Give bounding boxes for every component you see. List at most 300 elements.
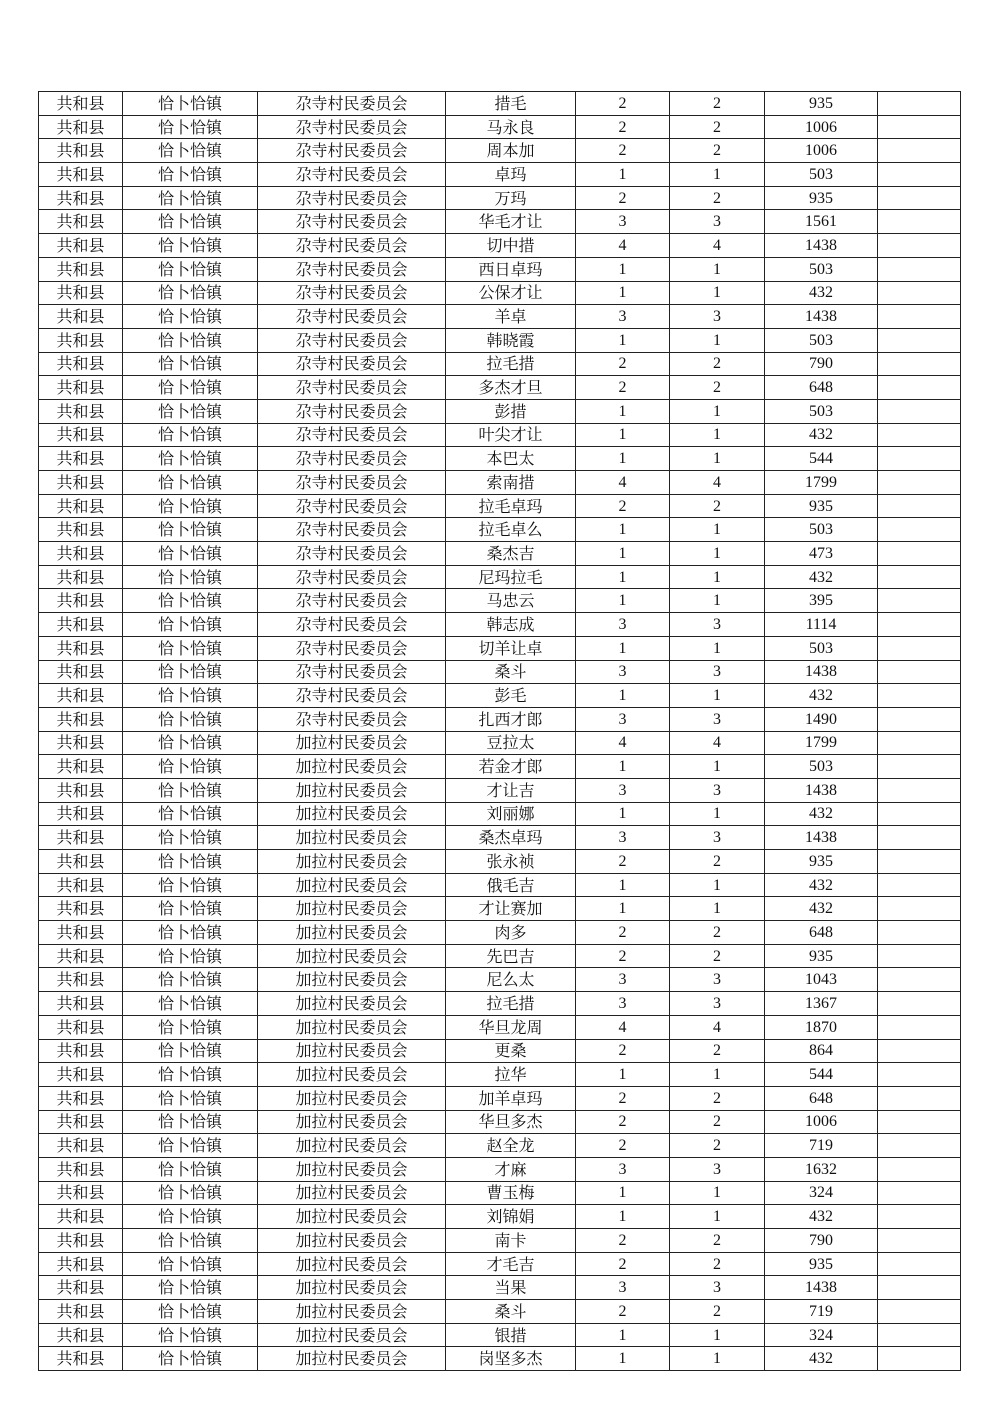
village-committee-cell: 加拉村民委员会 [258, 850, 446, 874]
town-cell: 恰卜恰镇 [123, 447, 258, 471]
remark-cell [878, 257, 961, 281]
remark-cell [878, 707, 961, 731]
town-cell: 恰卜恰镇 [123, 163, 258, 187]
county-cell: 共和县 [39, 423, 123, 447]
remark-cell [878, 660, 961, 684]
count-a-cell: 1 [576, 281, 670, 305]
count-b-cell: 3 [670, 305, 765, 329]
remark-cell [878, 826, 961, 850]
count-b-cell: 3 [670, 210, 765, 234]
county-cell: 共和县 [39, 1134, 123, 1158]
town-cell: 恰卜恰镇 [123, 897, 258, 921]
count-a-cell: 2 [576, 850, 670, 874]
town-cell: 恰卜恰镇 [123, 565, 258, 589]
count-b-cell: 1 [670, 1323, 765, 1347]
town-cell: 恰卜恰镇 [123, 186, 258, 210]
village-committee-cell: 尕寺村民委员会 [258, 399, 446, 423]
remark-cell [878, 684, 961, 708]
amount-cell: 648 [765, 1086, 878, 1110]
county-cell: 共和县 [39, 1181, 123, 1205]
county-cell: 共和县 [39, 399, 123, 423]
amount-cell: 864 [765, 1039, 878, 1063]
name-cell: 拉华 [446, 1063, 576, 1087]
count-b-cell: 2 [670, 376, 765, 400]
remark-cell [878, 1276, 961, 1300]
count-b-cell: 2 [670, 1134, 765, 1158]
county-cell: 共和县 [39, 1157, 123, 1181]
county-cell: 共和县 [39, 921, 123, 945]
table-row [39, 352, 961, 376]
table-row [39, 1110, 961, 1134]
name-cell: 桑斗 [446, 1300, 576, 1324]
count-a-cell: 1 [576, 328, 670, 352]
town-cell: 恰卜恰镇 [123, 944, 258, 968]
count-a-cell: 1 [576, 1181, 670, 1205]
village-committee-cell: 尕寺村民委员会 [258, 518, 446, 542]
count-a-cell: 1 [576, 399, 670, 423]
amount-cell: 1799 [765, 731, 878, 755]
amount-cell: 1870 [765, 1015, 878, 1039]
table-row [39, 1039, 961, 1063]
amount-cell: 1438 [765, 305, 878, 329]
count-a-cell: 2 [576, 1086, 670, 1110]
name-cell: 马永良 [446, 115, 576, 139]
count-a-cell: 2 [576, 944, 670, 968]
count-b-cell: 1 [670, 447, 765, 471]
table-row [39, 1276, 961, 1300]
table-row [39, 163, 961, 187]
table-row [39, 1063, 961, 1087]
count-b-cell: 2 [670, 1039, 765, 1063]
town-cell: 恰卜恰镇 [123, 1252, 258, 1276]
village-committee-cell: 加拉村民委员会 [258, 731, 446, 755]
name-cell: 韩晓霞 [446, 328, 576, 352]
count-b-cell: 1 [670, 755, 765, 779]
table-row [39, 684, 961, 708]
count-b-cell: 2 [670, 921, 765, 945]
amount-cell: 1114 [765, 613, 878, 637]
county-cell: 共和县 [39, 565, 123, 589]
table-row [39, 139, 961, 163]
count-a-cell: 1 [576, 589, 670, 613]
village-committee-cell: 尕寺村民委员会 [258, 186, 446, 210]
amount-cell: 324 [765, 1181, 878, 1205]
village-committee-cell: 尕寺村民委员会 [258, 447, 446, 471]
county-cell: 共和县 [39, 613, 123, 637]
count-b-cell: 3 [670, 660, 765, 684]
town-cell: 恰卜恰镇 [123, 921, 258, 945]
town-cell: 恰卜恰镇 [123, 1039, 258, 1063]
count-a-cell: 3 [576, 968, 670, 992]
table-row [39, 494, 961, 518]
table-row [39, 1300, 961, 1324]
remark-cell [878, 992, 961, 1016]
name-cell: 若金才郎 [446, 755, 576, 779]
count-a-cell: 2 [576, 92, 670, 116]
count-a-cell: 1 [576, 1323, 670, 1347]
count-a-cell: 3 [576, 305, 670, 329]
town-cell: 恰卜恰镇 [123, 826, 258, 850]
town-cell: 恰卜恰镇 [123, 850, 258, 874]
village-committee-cell: 加拉村民委员会 [258, 873, 446, 897]
amount-cell: 1490 [765, 707, 878, 731]
amount-cell: 432 [765, 1347, 878, 1371]
village-committee-cell: 加拉村民委员会 [258, 1039, 446, 1063]
count-a-cell: 1 [576, 163, 670, 187]
table-row [39, 826, 961, 850]
table-row [39, 115, 961, 139]
amount-cell: 544 [765, 447, 878, 471]
name-cell: 张永祯 [446, 850, 576, 874]
town-cell: 恰卜恰镇 [123, 1229, 258, 1253]
remark-cell [878, 1086, 961, 1110]
count-b-cell: 2 [670, 186, 765, 210]
county-cell: 共和县 [39, 1039, 123, 1063]
table-row [39, 376, 961, 400]
town-cell: 恰卜恰镇 [123, 1205, 258, 1229]
count-b-cell: 3 [670, 968, 765, 992]
count-b-cell: 1 [670, 1063, 765, 1087]
amount-cell: 1438 [765, 778, 878, 802]
table-body [39, 92, 961, 1371]
village-committee-cell: 尕寺村民委员会 [258, 257, 446, 281]
village-committee-cell: 尕寺村民委员会 [258, 542, 446, 566]
town-cell: 恰卜恰镇 [123, 1181, 258, 1205]
name-cell: 才毛吉 [446, 1252, 576, 1276]
town-cell: 恰卜恰镇 [123, 731, 258, 755]
count-b-cell: 2 [670, 494, 765, 518]
table-row [39, 1323, 961, 1347]
count-a-cell: 4 [576, 471, 670, 495]
town-cell: 恰卜恰镇 [123, 778, 258, 802]
remark-cell [878, 494, 961, 518]
amount-cell: 1006 [765, 115, 878, 139]
amount-cell: 503 [765, 257, 878, 281]
table-row [39, 897, 961, 921]
remark-cell [878, 1252, 961, 1276]
village-committee-cell: 加拉村民委员会 [258, 1157, 446, 1181]
village-committee-cell: 尕寺村民委员会 [258, 636, 446, 660]
town-cell: 恰卜恰镇 [123, 328, 258, 352]
count-a-cell: 1 [576, 423, 670, 447]
count-b-cell: 3 [670, 992, 765, 1016]
county-cell: 共和县 [39, 755, 123, 779]
count-a-cell: 2 [576, 115, 670, 139]
count-b-cell: 2 [670, 1252, 765, 1276]
village-committee-cell: 尕寺村民委员会 [258, 305, 446, 329]
name-cell: 周本加 [446, 139, 576, 163]
county-cell: 共和县 [39, 376, 123, 400]
table-row [39, 210, 961, 234]
village-committee-cell: 加拉村民委员会 [258, 1063, 446, 1087]
county-cell: 共和县 [39, 731, 123, 755]
count-a-cell: 1 [576, 755, 670, 779]
remark-cell [878, 447, 961, 471]
table-row [39, 399, 961, 423]
amount-cell: 432 [765, 802, 878, 826]
name-cell: 桑斗 [446, 660, 576, 684]
amount-cell: 432 [765, 684, 878, 708]
village-committee-cell: 加拉村民委员会 [258, 1086, 446, 1110]
count-b-cell: 1 [670, 802, 765, 826]
count-b-cell: 1 [670, 163, 765, 187]
remark-cell [878, 163, 961, 187]
count-a-cell: 1 [576, 542, 670, 566]
count-b-cell: 2 [670, 850, 765, 874]
remark-cell [878, 234, 961, 258]
count-b-cell: 1 [670, 542, 765, 566]
village-committee-cell: 尕寺村民委员会 [258, 660, 446, 684]
county-cell: 共和县 [39, 636, 123, 660]
count-a-cell: 2 [576, 494, 670, 518]
name-cell: 拉毛卓么 [446, 518, 576, 542]
town-cell: 恰卜恰镇 [123, 139, 258, 163]
remark-cell [878, 565, 961, 589]
name-cell: 扎西才郎 [446, 707, 576, 731]
remark-cell [878, 944, 961, 968]
village-committee-cell: 加拉村民委员会 [258, 1252, 446, 1276]
name-cell: 才让吉 [446, 778, 576, 802]
amount-cell: 503 [765, 399, 878, 423]
amount-cell: 1043 [765, 968, 878, 992]
town-cell: 恰卜恰镇 [123, 352, 258, 376]
village-committee-cell: 加拉村民委员会 [258, 802, 446, 826]
table-row [39, 589, 961, 613]
remark-cell [878, 968, 961, 992]
count-b-cell: 4 [670, 1015, 765, 1039]
county-cell: 共和县 [39, 1276, 123, 1300]
count-b-cell: 2 [670, 352, 765, 376]
count-b-cell: 2 [670, 115, 765, 139]
count-b-cell: 2 [670, 92, 765, 116]
amount-cell: 503 [765, 163, 878, 187]
name-cell: 岗坚多杰 [446, 1347, 576, 1371]
count-a-cell: 2 [576, 1110, 670, 1134]
remark-cell [878, 471, 961, 495]
count-b-cell: 4 [670, 731, 765, 755]
remark-cell [878, 731, 961, 755]
count-b-cell: 3 [670, 707, 765, 731]
table-row [39, 565, 961, 589]
village-committee-cell: 尕寺村民委员会 [258, 352, 446, 376]
town-cell: 恰卜恰镇 [123, 518, 258, 542]
data-table [38, 91, 961, 1371]
name-cell: 桑杰卓玛 [446, 826, 576, 850]
town-cell: 恰卜恰镇 [123, 1323, 258, 1347]
name-cell: 赵全龙 [446, 1134, 576, 1158]
table-row [39, 921, 961, 945]
count-b-cell: 1 [670, 589, 765, 613]
name-cell: 当果 [446, 1276, 576, 1300]
count-b-cell: 3 [670, 1157, 765, 1181]
name-cell: 曹玉梅 [446, 1181, 576, 1205]
amount-cell: 432 [765, 565, 878, 589]
table-row [39, 257, 961, 281]
town-cell: 恰卜恰镇 [123, 399, 258, 423]
name-cell: 马忠云 [446, 589, 576, 613]
village-committee-cell: 尕寺村民委员会 [258, 565, 446, 589]
count-a-cell: 1 [576, 802, 670, 826]
village-committee-cell: 加拉村民委员会 [258, 1205, 446, 1229]
village-committee-cell: 加拉村民委员会 [258, 826, 446, 850]
village-committee-cell: 尕寺村民委员会 [258, 328, 446, 352]
village-committee-cell: 尕寺村民委员会 [258, 684, 446, 708]
county-cell: 共和县 [39, 1300, 123, 1324]
remark-cell [878, 1300, 961, 1324]
table-row [39, 92, 961, 116]
count-b-cell: 2 [670, 1229, 765, 1253]
count-b-cell: 1 [670, 873, 765, 897]
count-a-cell: 3 [576, 707, 670, 731]
town-cell: 恰卜恰镇 [123, 636, 258, 660]
county-cell: 共和县 [39, 850, 123, 874]
count-b-cell: 1 [670, 1181, 765, 1205]
table-row [39, 186, 961, 210]
count-a-cell: 1 [576, 636, 670, 660]
table-row [39, 660, 961, 684]
count-b-cell: 2 [670, 1110, 765, 1134]
county-cell: 共和县 [39, 1229, 123, 1253]
remark-cell [878, 1134, 961, 1158]
town-cell: 恰卜恰镇 [123, 1086, 258, 1110]
remark-cell [878, 755, 961, 779]
county-cell: 共和县 [39, 1086, 123, 1110]
county-cell: 共和县 [39, 186, 123, 210]
remark-cell [878, 92, 961, 116]
count-a-cell: 2 [576, 1300, 670, 1324]
town-cell: 恰卜恰镇 [123, 707, 258, 731]
table-row [39, 802, 961, 826]
remark-cell [878, 423, 961, 447]
amount-cell: 324 [765, 1323, 878, 1347]
count-b-cell: 1 [670, 399, 765, 423]
county-cell: 共和县 [39, 968, 123, 992]
name-cell: 华毛才让 [446, 210, 576, 234]
village-committee-cell: 尕寺村民委员会 [258, 115, 446, 139]
table-row [39, 234, 961, 258]
table-row [39, 873, 961, 897]
name-cell: 本巴太 [446, 447, 576, 471]
village-committee-cell: 尕寺村民委员会 [258, 423, 446, 447]
county-cell: 共和县 [39, 92, 123, 116]
town-cell: 恰卜恰镇 [123, 1347, 258, 1371]
count-a-cell: 2 [576, 1229, 670, 1253]
name-cell: 拉毛措 [446, 352, 576, 376]
table-row [39, 1205, 961, 1229]
county-cell: 共和县 [39, 281, 123, 305]
remark-cell [878, 589, 961, 613]
name-cell: 切中措 [446, 234, 576, 258]
amount-cell: 1799 [765, 471, 878, 495]
village-committee-cell: 尕寺村民委员会 [258, 494, 446, 518]
table-row [39, 281, 961, 305]
county-cell: 共和县 [39, 305, 123, 329]
remark-cell [878, 1110, 961, 1134]
remark-cell [878, 1323, 961, 1347]
name-cell: 银措 [446, 1323, 576, 1347]
count-b-cell: 3 [670, 1276, 765, 1300]
name-cell: 拉毛措 [446, 992, 576, 1016]
count-a-cell: 2 [576, 1039, 670, 1063]
county-cell: 共和县 [39, 684, 123, 708]
county-cell: 共和县 [39, 518, 123, 542]
village-committee-cell: 加拉村民委员会 [258, 1229, 446, 1253]
count-b-cell: 1 [670, 518, 765, 542]
county-cell: 共和县 [39, 589, 123, 613]
town-cell: 恰卜恰镇 [123, 968, 258, 992]
table-row [39, 636, 961, 660]
village-committee-cell: 加拉村民委员会 [258, 1181, 446, 1205]
name-cell: 肉多 [446, 921, 576, 945]
name-cell: 尼么太 [446, 968, 576, 992]
remark-cell [878, 1015, 961, 1039]
name-cell: 切羊让卓 [446, 636, 576, 660]
town-cell: 恰卜恰镇 [123, 1276, 258, 1300]
town-cell: 恰卜恰镇 [123, 1015, 258, 1039]
count-b-cell: 3 [670, 778, 765, 802]
village-committee-cell: 加拉村民委员会 [258, 1110, 446, 1134]
remark-cell [878, 542, 961, 566]
count-b-cell: 4 [670, 234, 765, 258]
table-row [39, 707, 961, 731]
count-b-cell: 1 [670, 565, 765, 589]
county-cell: 共和县 [39, 778, 123, 802]
count-a-cell: 3 [576, 210, 670, 234]
count-a-cell: 4 [576, 1015, 670, 1039]
county-cell: 共和县 [39, 139, 123, 163]
count-a-cell: 3 [576, 992, 670, 1016]
name-cell: 羊卓 [446, 305, 576, 329]
county-cell: 共和县 [39, 1347, 123, 1371]
name-cell: 西日卓玛 [446, 257, 576, 281]
count-a-cell: 1 [576, 684, 670, 708]
county-cell: 共和县 [39, 328, 123, 352]
amount-cell: 1438 [765, 826, 878, 850]
count-b-cell: 2 [670, 1300, 765, 1324]
village-committee-cell: 尕寺村民委员会 [258, 139, 446, 163]
village-committee-cell: 加拉村民委员会 [258, 992, 446, 1016]
table-row [39, 447, 961, 471]
count-a-cell: 3 [576, 826, 670, 850]
count-a-cell: 2 [576, 1134, 670, 1158]
county-cell: 共和县 [39, 660, 123, 684]
count-a-cell: 3 [576, 1276, 670, 1300]
amount-cell: 1561 [765, 210, 878, 234]
remark-cell [878, 1205, 961, 1229]
table-row [39, 850, 961, 874]
amount-cell: 1438 [765, 660, 878, 684]
village-committee-cell: 尕寺村民委员会 [258, 707, 446, 731]
name-cell: 才麻 [446, 1157, 576, 1181]
remark-cell [878, 1039, 961, 1063]
amount-cell: 544 [765, 1063, 878, 1087]
name-cell: 拉毛卓玛 [446, 494, 576, 518]
name-cell: 刘丽娜 [446, 802, 576, 826]
remark-cell [878, 115, 961, 139]
county-cell: 共和县 [39, 115, 123, 139]
town-cell: 恰卜恰镇 [123, 1157, 258, 1181]
village-committee-cell: 加拉村民委员会 [258, 1300, 446, 1324]
county-cell: 共和县 [39, 1252, 123, 1276]
count-a-cell: 2 [576, 376, 670, 400]
amount-cell: 1006 [765, 1110, 878, 1134]
count-b-cell: 1 [670, 257, 765, 281]
table-row [39, 992, 961, 1016]
count-a-cell: 1 [576, 565, 670, 589]
village-committee-cell: 尕寺村民委员会 [258, 92, 446, 116]
remark-cell [878, 778, 961, 802]
village-committee-cell: 尕寺村民委员会 [258, 163, 446, 187]
